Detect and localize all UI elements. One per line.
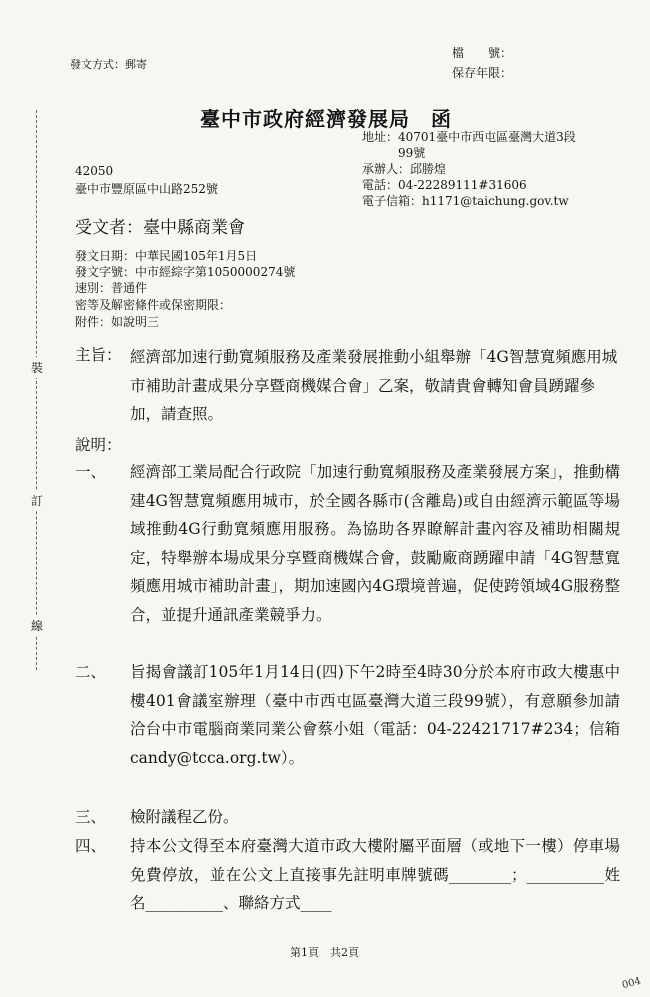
- binding-char-zhuang: 裝: [31, 357, 43, 378]
- attachment: 附件：如說明三: [75, 315, 160, 329]
- file-number-label: 檔 號：: [452, 46, 513, 60]
- sender-address: 地址：40701臺中市西屯區臺灣大道3段: [362, 130, 576, 144]
- item-text: 持本公文得至本府臺灣大道市政大樓附屬平面層（或地下一樓）停車場免費停放，並在公文上直接事先註明車牌號碼________；__________姓名__________、聯絡方式____: [130, 837, 620, 912]
- handler-email: 電子信箱：h1171@taichung.gov.tw: [362, 194, 569, 208]
- binding-char-ding: 訂: [31, 490, 43, 511]
- binding-char-xian: 線: [31, 615, 43, 636]
- issue-date: 發文日期：中華民國105年1月5日: [75, 249, 258, 263]
- document-title: 臺中市政府經濟發展局 函: [200, 107, 452, 131]
- retention-label: 保存年限：: [452, 66, 513, 80]
- corner-handwritten-mark: 004: [620, 975, 643, 992]
- item-text: 旨揭會議訂105年1月14日(四)下午2時至4時30分於本府市政大樓惠中樓401會議室辦理（臺中市西屯區臺灣大道三段99號），有意願參加請洽台中市電腦商業同業公會蔡小姐（電話：04-22421717#234；信箱candy@tcca.org.tw）。: [130, 663, 620, 767]
- item-number: 三、: [75, 808, 107, 826]
- recipient-address: 臺中市豐原區中山路252號: [75, 182, 218, 196]
- speed-class: 速別：普通件: [75, 281, 148, 295]
- explanation-item: [75, 658, 620, 772]
- recipient-name: 受文者：臺中縣商業會: [75, 218, 245, 238]
- handler-name: 承辦人：邱勝煌: [362, 162, 447, 176]
- explanation-item: [75, 832, 620, 918]
- item-number: 一、: [75, 463, 107, 481]
- recipient-zipcode: 42050: [75, 164, 114, 178]
- subject-label: 主旨：: [75, 346, 122, 364]
- sender-address-cont: 99號: [398, 146, 426, 160]
- document-number: 發文字號：中市經綜字第1050000274號: [75, 265, 296, 279]
- handler-phone: 電話：04-22289111#31606: [362, 178, 527, 192]
- item-text: 經濟部工業局配合行政院「加速行動寬頻服務及產業發展方案」，推動構建4G智慧寬頻應用城市，於全國各縣市(含離島)或自由經濟示範區等場域推動4G行動寬頻應用服務。為協助各界瞭解計畫內容及補助相關規定，特舉辦本場成果分享暨商機媒合會，鼓勵廠商踴躍申請「4G智慧寬頻應用城市補助計畫」，期加速國內4G環境普遍，促使跨領域4G服務整合，並提升通訊產業競爭力。: [130, 463, 620, 624]
- explanation-item: [75, 803, 620, 832]
- send-method: 發文方式：郵寄: [70, 58, 147, 71]
- item-number: 二、: [75, 663, 107, 681]
- page-number: 第1頁 共2頁: [290, 946, 359, 959]
- item-text: 檢附議程乙份。: [130, 808, 239, 826]
- binding-margin-line: [36, 110, 37, 670]
- subject-text: 經濟部加速行動寬頻服務及產業發展推動小組舉辦「4G智慧寬頻應用城市補助計畫成果分享暨商機媒合會」乙案，敬請貴會轉知會員踴躍參加，請查照。: [130, 348, 618, 423]
- explanation-item: [75, 458, 620, 629]
- item-number: 四、: [75, 837, 107, 855]
- secrecy-level: 密等及解密條件或保密期限：: [75, 298, 232, 312]
- explanation-label: 說明：: [75, 436, 122, 454]
